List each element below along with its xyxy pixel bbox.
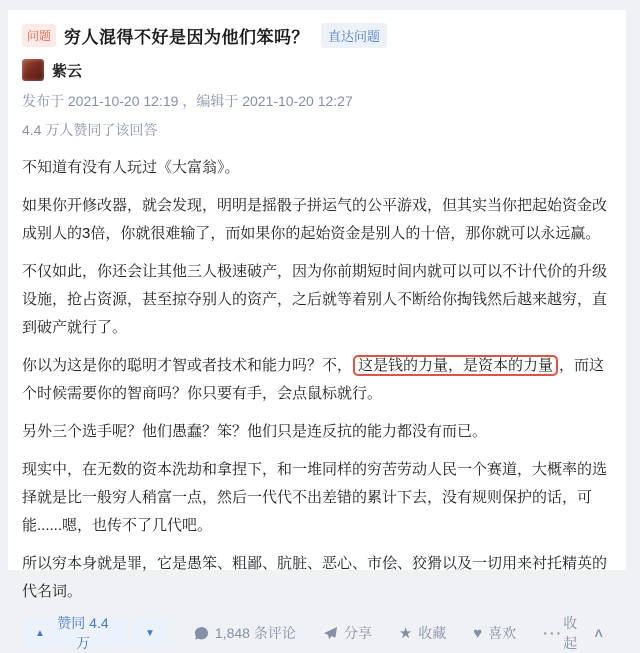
paragraph-7: 所以穷本身就是罪，它是愚笨、粗鄙、肮脏、恶心、市侩、狡猾以及一切用来衬托精英的代名词。: [22, 555, 608, 600]
upvote-count-note: 4.4 万人赞同了该回答: [22, 122, 158, 138]
paragraph-3: 不仅如此，你还会让其他三人极速破产，因为你前期短时间内就可以可以不计代价的升级设施，抢占资源，甚至掠夺别人的资产，之后就等着别人不断给你掏钱然后越来越穷，直到破产就行了。: [22, 263, 608, 336]
paragraph-5: 另外三个选手呢？他们愚蠢？笨？他们只是连反抗的能力都没有而已。: [22, 423, 488, 440]
question-header: [22, 23, 612, 48]
answer-body: [22, 154, 612, 606]
author-name[interactable]: 紫云: [52, 62, 83, 80]
star-icon: ★: [398, 624, 413, 642]
heart-icon: ♥: [473, 624, 483, 642]
share-label: 分享: [343, 625, 372, 641]
publish-edit-timestamps: 发布于 2021-10-20 12:19 ，编辑于 2021-10-20 12:27: [22, 93, 353, 109]
goto-question-link[interactable]: 直达问题: [321, 23, 387, 48]
comments-label: 1,848 条评论: [214, 625, 296, 641]
paragraph-1: 不知道有没有人玩过《大富翁》。: [22, 159, 240, 176]
like-button[interactable]: [473, 623, 516, 643]
more-button[interactable]: ···: [543, 625, 564, 641]
paragraph-2: 如果你开修改器，就会发现，明明是摇骰子拼运气的公平游戏，但其实当你把起始资金改成别人的3倍，你就很难输了，而如果你的起始资金是别人的十倍，那你就可以永远赢。: [22, 197, 608, 242]
favorite-button[interactable]: [399, 623, 446, 643]
question-badge: 问题: [22, 24, 56, 47]
avatar[interactable]: [22, 59, 44, 81]
share-button[interactable]: [323, 623, 372, 643]
chevron-up-icon: ∧: [593, 625, 606, 640]
answer-card: [8, 10, 626, 651]
like-label: 喜欢: [488, 625, 517, 641]
comment-bubble-icon: [194, 626, 209, 641]
collapse-button[interactable]: [563, 613, 604, 653]
collapse-label: 收起: [563, 615, 578, 651]
comments-button[interactable]: [194, 623, 296, 643]
red-annotation-box: 这是钱的力量，是资本的力量: [353, 355, 558, 376]
upvote-arrow-icon: ▲: [35, 627, 45, 639]
question-title[interactable]: 穷人混得不好是因为他们笨吗？: [64, 28, 310, 47]
upvote-label: 赞同 4.4 万: [57, 615, 109, 651]
paper-plane-icon: [323, 626, 338, 641]
paragraph-4: [22, 352, 612, 408]
paragraph-4-before: 你以为这是你的聪明才智或者技术和能力吗？不，: [22, 357, 353, 374]
favorite-label: 收藏: [418, 625, 447, 641]
downvote-button[interactable]: [133, 618, 167, 648]
paragraph-6: 现实中，在无数的资本洗劫和拿捏下，和一堆同样的穷苦劳动人民一个赛道，大概率的选择就是比一般穷人稍富一点，然后一代代不出差错的累计下去，没有规则保护的话，可能......嗯，也传不了几代吧。: [22, 461, 608, 534]
action-bar: [22, 616, 612, 650]
downvote-arrow-icon: ▼: [144, 627, 155, 639]
paragraph-4-after: ，而这个时候需要你的智商吗？你只要有手，会点鼠标就行。: [22, 357, 605, 402]
author-row: [22, 59, 612, 81]
upvote-button[interactable]: [22, 615, 127, 651]
